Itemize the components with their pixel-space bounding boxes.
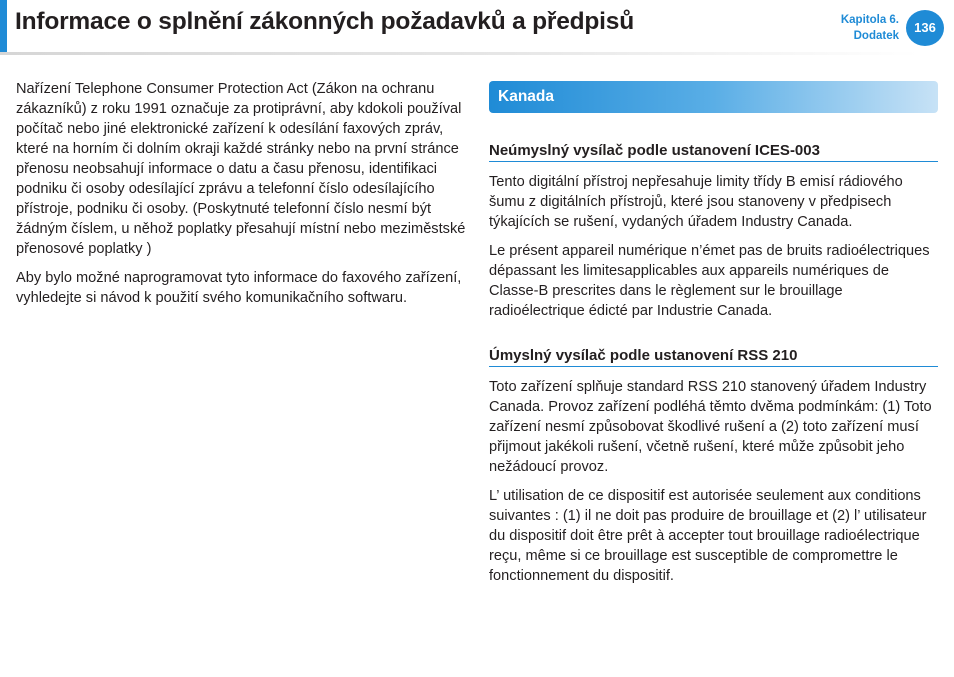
- subheading-rss-210: Úmyslný vysílač podle ustanovení RSS 210: [489, 347, 938, 367]
- tcpa-paragraph: Nařízení Telephone Consumer Protection Act (Zákon na ochranu zákazníků) z roku 1991 označuje za protiprávní, aby kdokoli používal počítač nebo jiné elektronické zařízení k odesílání faxových zpráv, které na horním či dolním okraji každé stránky nebo na první stránce přenosu neobsahují informace o datu a času přenosu, identifikaci podniku či osoby odesílající zprávu a telefonní číslo odesílajícího přístroje, podniku či osoby. (Poskytnuté telefonní číslo nesmí být žádným číslem, u něhož poplatky přesahují místní nebo meziměstské přenosové poplatky ): [16, 81, 466, 257]
- chapter-reference: [841, 12, 899, 44]
- right-column: [489, 81, 938, 595]
- rss-paragraph-french: L’ utilisation de ce dispositif est autorisée seulement aux conditions suivantes : (1) il ne doit pas produire de brouillage et (2) l’ utilisateur du dispositif doit être prêt à accepter tout brouillage radioélectrique reçu, même si ce brouillage est susceptible de compromettre le fonctionnement du dispositif.: [489, 488, 927, 584]
- header-divider: [0, 52, 920, 55]
- header-accent-bar: [0, 0, 7, 52]
- page-title: Informace o splnění zákonných požadavků a předpisů: [15, 8, 634, 35]
- appendix-label: Dodatek: [853, 30, 899, 42]
- ices-paragraph-czech: Tento digitální přístroj nepřesahuje limity třídy B emisí rádiového šumu z digitálních přístrojů, které jsou stanoveny v předpisech týkajících se rušení, vydaných úřadem Industry Canada.: [489, 174, 903, 230]
- fax-programming-paragraph: Aby bylo možné naprogramovat tyto informace do faxového zařízení, vyhledejte si návod k použití svého komunikačního softwaru.: [16, 270, 462, 306]
- left-column: [16, 79, 468, 317]
- ices-paragraph-french: Le présent appareil numérique n’émet pas de bruits radioélectriques dépassant les limitesapplicables aux appareils numériques de Classe-B prescrites dans le règlement sur le brouillage radioélectrique édicté par Industrie Canada.: [489, 243, 930, 319]
- chapter-label: Kapitola 6.: [840, 14, 899, 26]
- page-number-badge: 136: [906, 10, 944, 46]
- subheading-ices-003: Neúmyslný vysílač podle ustanovení ICES-003: [489, 142, 938, 162]
- rss-paragraph-czech: Toto zařízení splňuje standard RSS 210 stanovený úřadem Industry Canada. Provoz zařízení podléhá těmto dvěma podmínkám: (1) Toto zařízení nesmí způsobovat škodlivé rušení a (2) toto zařízení musí přijmout jakékoli rušení, včetně rušení, které může způsobit jeho nežádoucí provoz.: [489, 379, 932, 475]
- section-header-canada: Kanada: [489, 81, 938, 113]
